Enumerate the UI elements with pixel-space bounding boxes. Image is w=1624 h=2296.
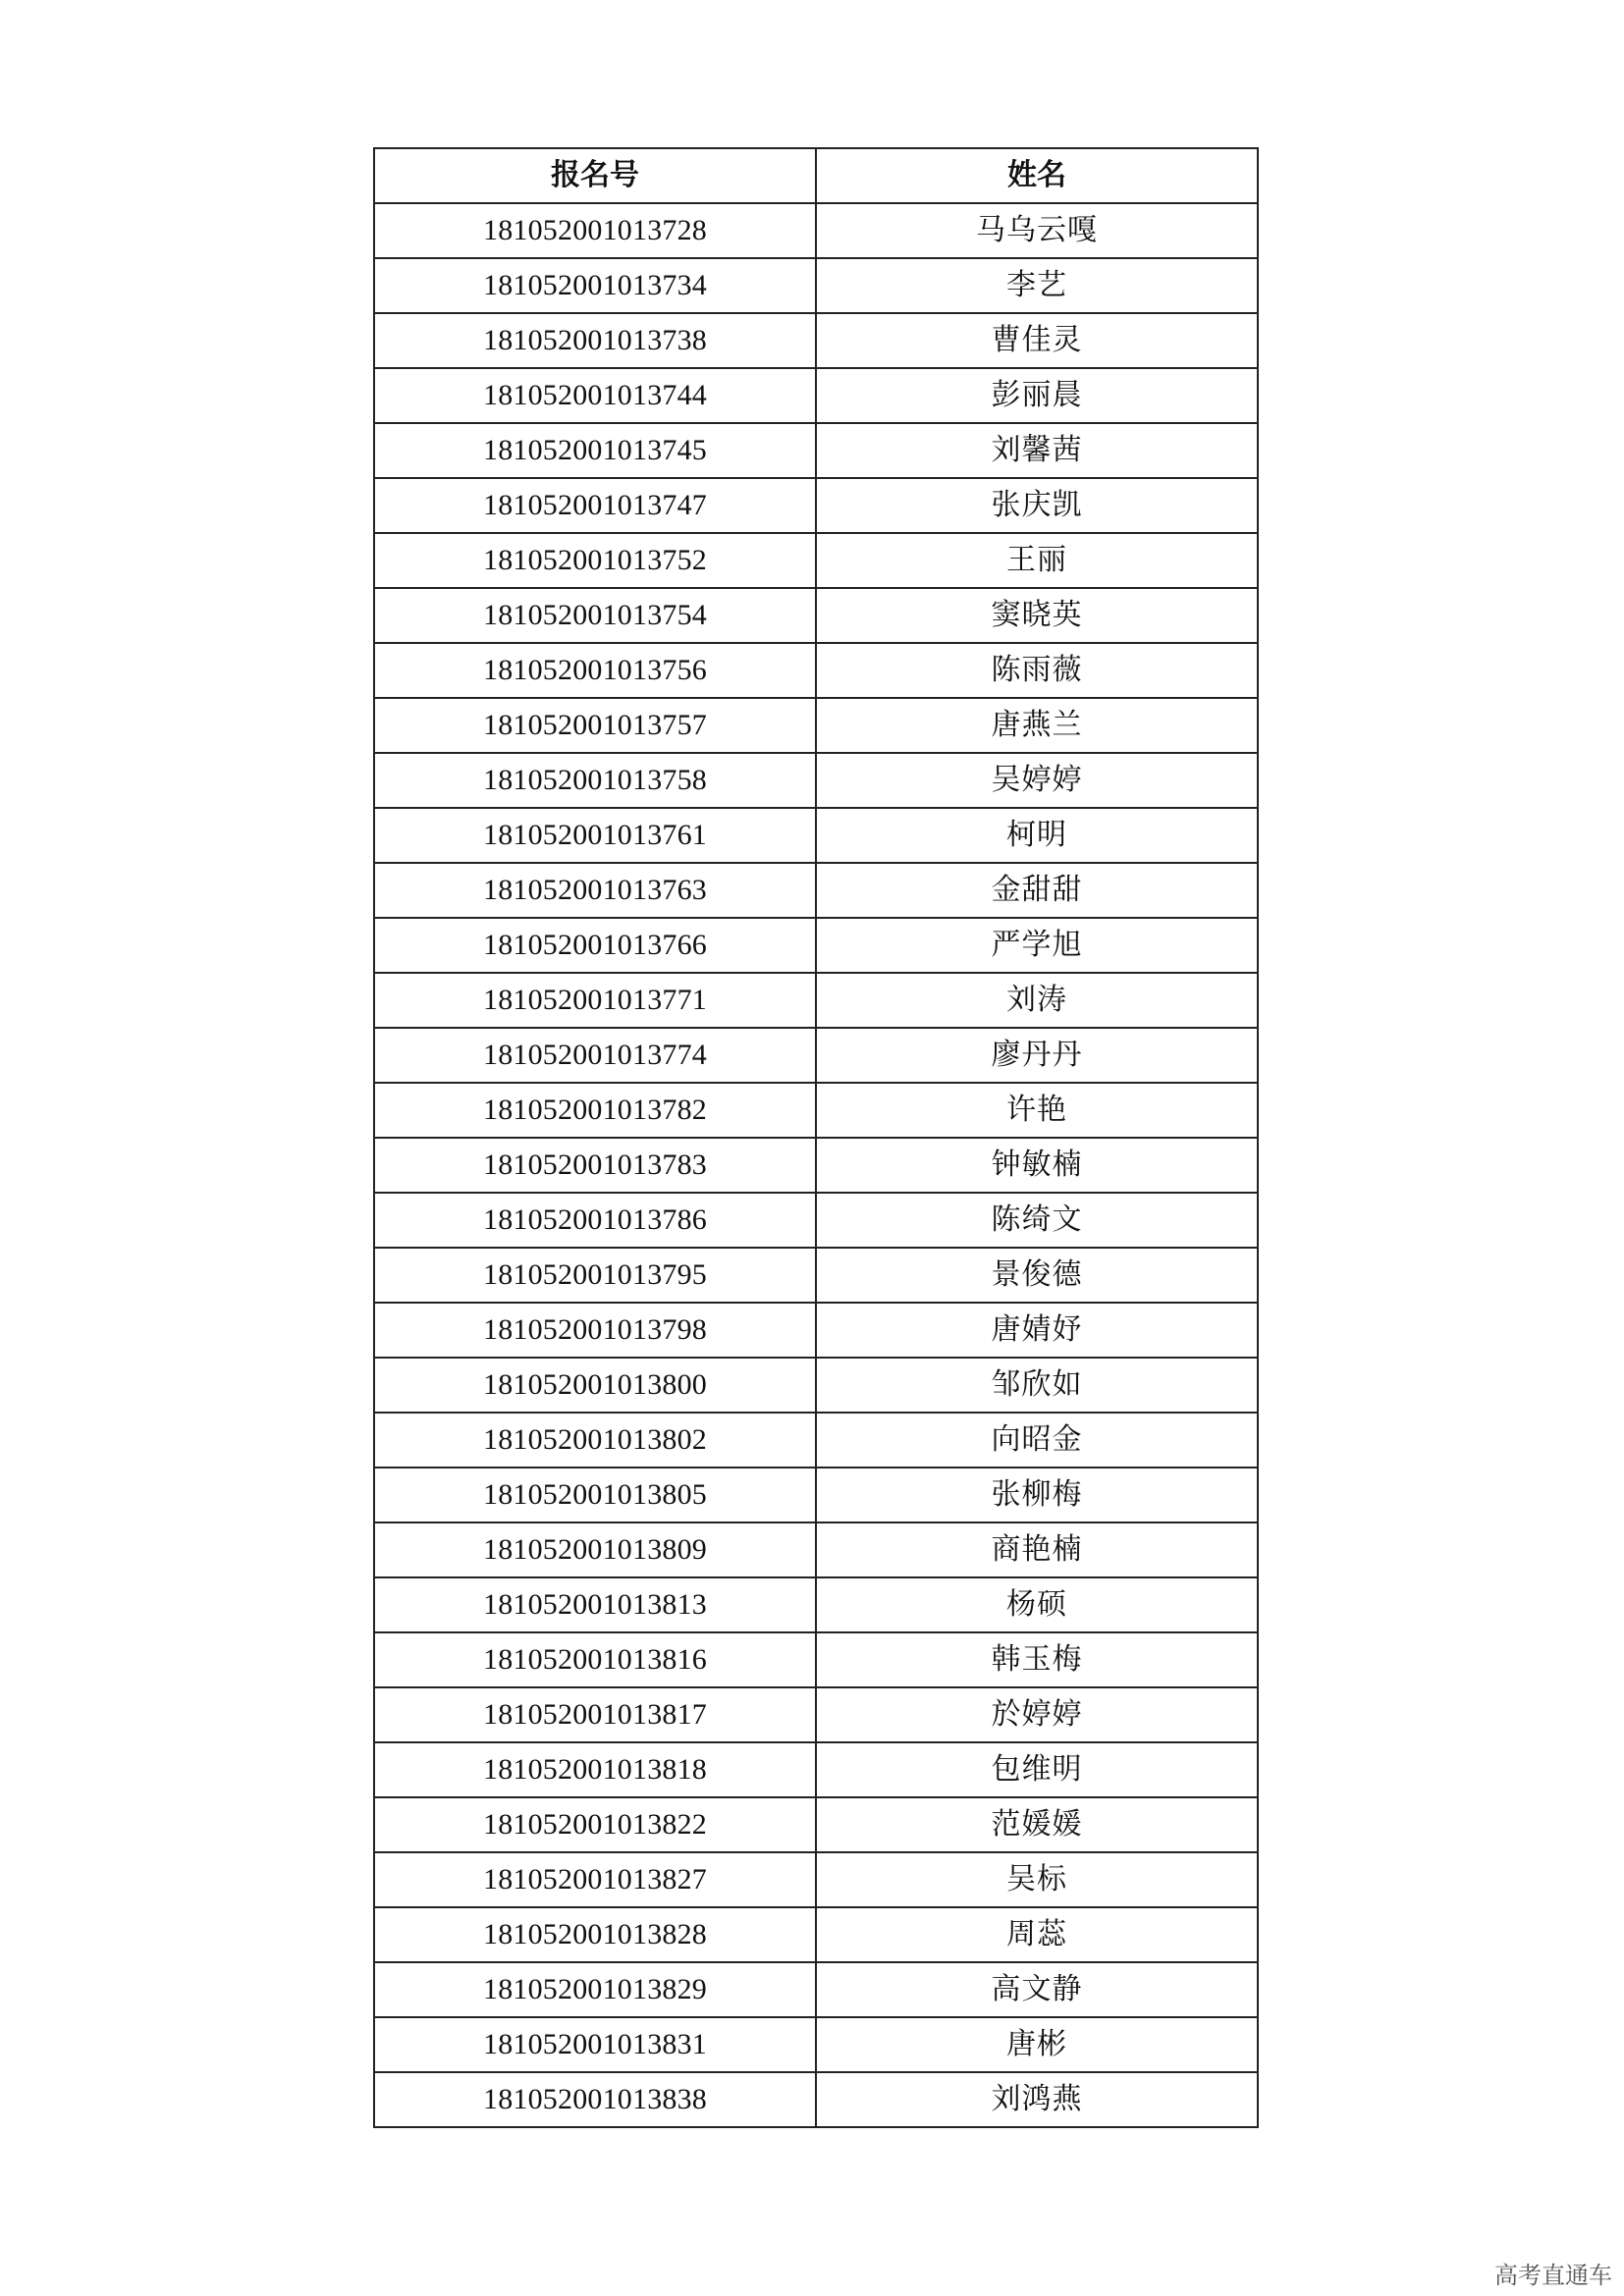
registration-number-cell: 181052001013758 <box>374 753 816 808</box>
registration-number-cell: 181052001013774 <box>374 1028 816 1083</box>
table-header-row <box>374 148 1258 203</box>
header-registration-number: 报名号 <box>374 148 816 203</box>
name-cell: 吴婷婷 <box>816 753 1258 808</box>
name-cell: 唐燕兰 <box>816 698 1258 753</box>
registration-number-cell: 181052001013838 <box>374 2072 816 2127</box>
registration-number-cell: 181052001013738 <box>374 313 816 368</box>
name-cell: 廖丹丹 <box>816 1028 1258 1083</box>
name-cell: 刘鸿燕 <box>816 2072 1258 2127</box>
name-cell: 韩玉梅 <box>816 1632 1258 1687</box>
name-cell: 唐婧妤 <box>816 1303 1258 1358</box>
registration-number-cell: 181052001013744 <box>374 368 816 423</box>
name-cell: 陈雨薇 <box>816 643 1258 698</box>
table-row <box>374 2072 1258 2127</box>
registration-number-cell: 181052001013786 <box>374 1193 816 1248</box>
name-cell: 金甜甜 <box>816 863 1258 918</box>
name-cell: 高文静 <box>816 1962 1258 2017</box>
name-cell: 曹佳灵 <box>816 313 1258 368</box>
registration-number-cell: 181052001013827 <box>374 1852 816 1907</box>
name-cell: 向昭金 <box>816 1413 1258 1468</box>
name-cell: 李艺 <box>816 258 1258 313</box>
name-cell: 唐彬 <box>816 2017 1258 2072</box>
registration-number-cell: 181052001013783 <box>374 1138 816 1193</box>
registration-number-cell: 181052001013817 <box>374 1687 816 1742</box>
name-cell: 彭丽晨 <box>816 368 1258 423</box>
table-row <box>374 1522 1258 1577</box>
table-row <box>374 1083 1258 1138</box>
table-row <box>374 1742 1258 1797</box>
registration-number-cell: 181052001013831 <box>374 2017 816 2072</box>
registration-number-cell: 181052001013734 <box>374 258 816 313</box>
table-row <box>374 423 1258 478</box>
registration-number-cell: 181052001013752 <box>374 533 816 588</box>
name-cell: 张柳梅 <box>816 1468 1258 1522</box>
table-row <box>374 588 1258 643</box>
registration-number-cell: 181052001013818 <box>374 1742 816 1797</box>
registration-number-cell: 181052001013816 <box>374 1632 816 1687</box>
name-cell: 陈绮文 <box>816 1193 1258 1248</box>
table-row <box>374 1468 1258 1522</box>
name-cell: 包维明 <box>816 1742 1258 1797</box>
name-cell: 钟敏楠 <box>816 1138 1258 1193</box>
name-cell: 刘馨茜 <box>816 423 1258 478</box>
name-cell: 邹欣如 <box>816 1358 1258 1413</box>
registration-number-cell: 181052001013822 <box>374 1797 816 1852</box>
table-row <box>374 1193 1258 1248</box>
table-row <box>374 698 1258 753</box>
name-cell: 柯明 <box>816 808 1258 863</box>
registration-number-cell: 181052001013766 <box>374 918 816 973</box>
registration-number-cell: 181052001013829 <box>374 1962 816 2017</box>
table-row <box>374 1248 1258 1303</box>
name-cell: 范媛媛 <box>816 1797 1258 1852</box>
name-cell: 刘涛 <box>816 973 1258 1028</box>
roster-table <box>373 147 1259 2128</box>
registration-number-cell: 181052001013763 <box>374 863 816 918</box>
table-row <box>374 203 1258 258</box>
table-row <box>374 863 1258 918</box>
name-cell: 景俊德 <box>816 1248 1258 1303</box>
name-cell: 严学旭 <box>816 918 1258 973</box>
name-cell: 张庆凯 <box>816 478 1258 533</box>
registration-number-cell: 181052001013828 <box>374 1907 816 1962</box>
table-row <box>374 313 1258 368</box>
table-row <box>374 1797 1258 1852</box>
table-row <box>374 1358 1258 1413</box>
registration-number-cell: 181052001013798 <box>374 1303 816 1358</box>
registration-number-cell: 181052001013800 <box>374 1358 816 1413</box>
table-row <box>374 1852 1258 1907</box>
registration-number-cell: 181052001013795 <box>374 1248 816 1303</box>
name-cell: 窦晓英 <box>816 588 1258 643</box>
name-cell: 马乌云嘎 <box>816 203 1258 258</box>
roster-table-body <box>374 203 1258 2127</box>
table-row <box>374 1632 1258 1687</box>
roster-table-container <box>373 147 1259 2128</box>
registration-number-cell: 181052001013771 <box>374 973 816 1028</box>
table-row <box>374 1907 1258 1962</box>
header-name: 姓名 <box>816 148 1258 203</box>
table-row <box>374 1577 1258 1632</box>
table-row <box>374 1962 1258 2017</box>
name-cell: 杨硕 <box>816 1577 1258 1632</box>
table-row <box>374 1138 1258 1193</box>
table-row <box>374 368 1258 423</box>
name-cell: 於婷婷 <box>816 1687 1258 1742</box>
registration-number-cell: 181052001013782 <box>374 1083 816 1138</box>
registration-number-cell: 181052001013728 <box>374 203 816 258</box>
table-row <box>374 643 1258 698</box>
name-cell: 商艳楠 <box>816 1522 1258 1577</box>
table-row <box>374 753 1258 808</box>
registration-number-cell: 181052001013761 <box>374 808 816 863</box>
table-row <box>374 1687 1258 1742</box>
name-cell: 吴标 <box>816 1852 1258 1907</box>
registration-number-cell: 181052001013809 <box>374 1522 816 1577</box>
name-cell: 周蕊 <box>816 1907 1258 1962</box>
table-row <box>374 533 1258 588</box>
watermark: 高考直通车 <box>1494 2262 1612 2289</box>
name-cell: 王丽 <box>816 533 1258 588</box>
table-row <box>374 1303 1258 1358</box>
registration-number-cell: 181052001013802 <box>374 1413 816 1468</box>
registration-number-cell: 181052001013813 <box>374 1577 816 1632</box>
name-cell: 许艳 <box>816 1083 1258 1138</box>
table-row <box>374 478 1258 533</box>
table-row <box>374 2017 1258 2072</box>
table-row <box>374 918 1258 973</box>
registration-number-cell: 181052001013756 <box>374 643 816 698</box>
table-row <box>374 1413 1258 1468</box>
registration-number-cell: 181052001013754 <box>374 588 816 643</box>
registration-number-cell: 181052001013747 <box>374 478 816 533</box>
table-row <box>374 1028 1258 1083</box>
table-row <box>374 808 1258 863</box>
table-row <box>374 973 1258 1028</box>
table-row <box>374 258 1258 313</box>
registration-number-cell: 181052001013805 <box>374 1468 816 1522</box>
registration-number-cell: 181052001013757 <box>374 698 816 753</box>
registration-number-cell: 181052001013745 <box>374 423 816 478</box>
